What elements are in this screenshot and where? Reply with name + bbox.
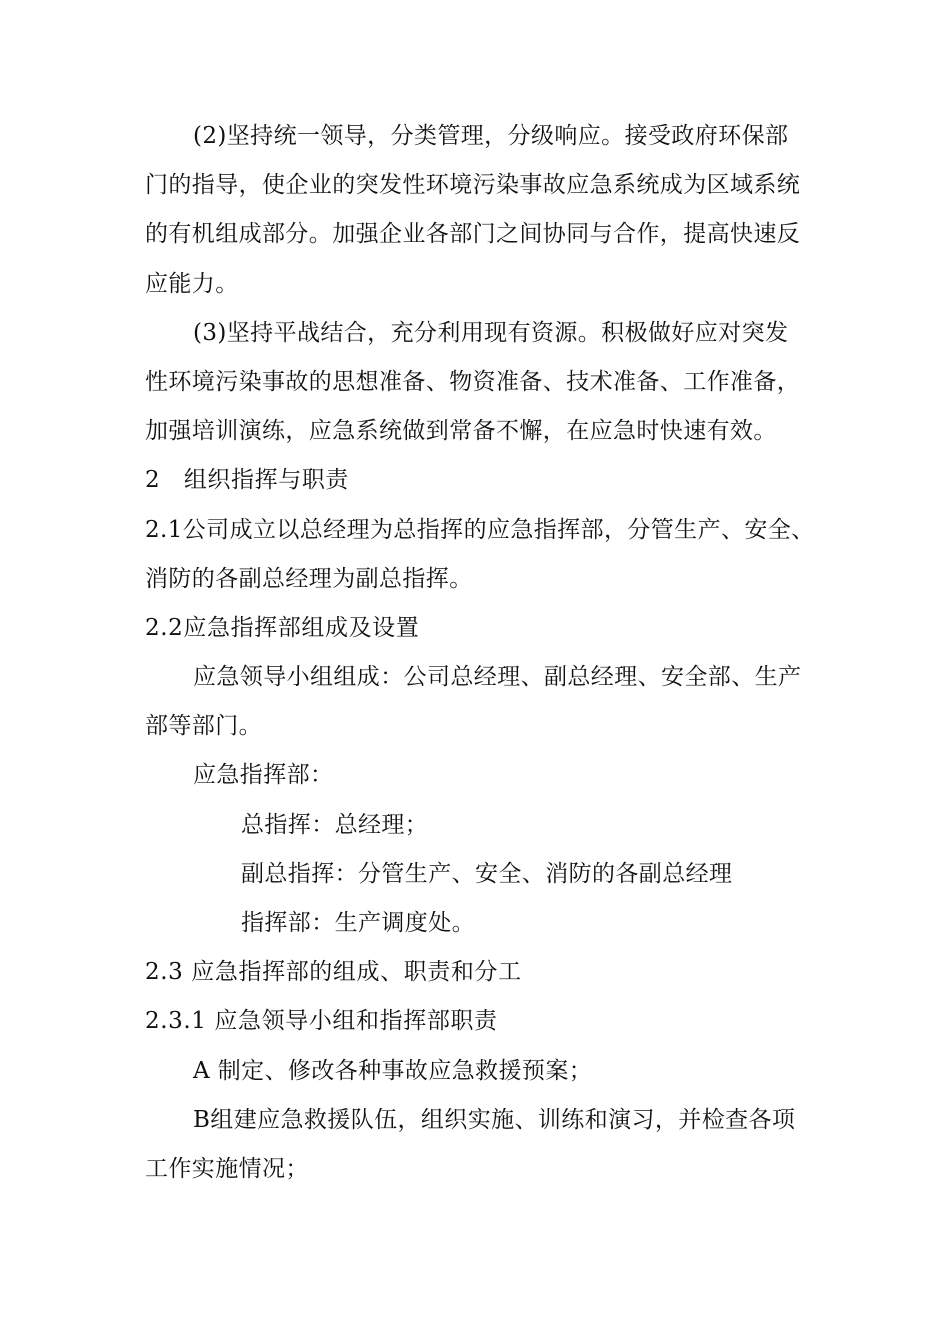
paragraph-line: 应急领导小组组成：公司总经理、副总经理、安全部、生产 [193, 664, 802, 691]
paragraph-line: (3)坚持平战结合，充分利用现有资源。积极做好应对突发 [193, 319, 789, 346]
paragraph-line: 门的指导，使企业的突发性环境污染事故应急系统成为区域系统 [145, 172, 801, 199]
paragraph-line: 工作实施情况； [145, 1155, 309, 1182]
paragraph-line: 部等部门。 [145, 713, 262, 740]
list-item: A 制定、修改各种事故应急救援预案； [193, 1057, 593, 1084]
subsection-heading: 2.3 应急指挥部的组成、职责和分工 [145, 959, 522, 986]
list-item: B组建应急救援队伍，组织实施、训练和演习，并检查各项 [193, 1106, 796, 1133]
list-item: 副总指挥：分管生产、安全、消防的各副总经理 [241, 860, 733, 887]
paragraph-line: 2.1公司成立以总经理为总指挥的应急指挥部，分管生产、安全、 [145, 516, 815, 543]
paragraph-line: 的有机组成部分。加强企业各部门之间协同与合作，提高快速反 [145, 221, 801, 248]
subsection-heading: 2.3.1 应急领导小组和指挥部职责 [145, 1008, 498, 1035]
list-item: 指挥部：生产调度处。 [241, 910, 475, 936]
document-body [145, 112, 815, 1194]
list-item: 总指挥：总经理； [241, 811, 429, 838]
paragraph-line: 消防的各副总经理为副总指挥。 [145, 565, 473, 592]
paragraph-line: 性环境污染事故的思想准备、物资准备、技术准备、工作准备， [145, 368, 801, 395]
section-heading: 2 组织指挥与职责 [145, 467, 350, 494]
paragraph-line: 应急指挥部： [193, 762, 334, 789]
subsection-heading: 2.2应急指挥部组成及设置 [145, 614, 420, 641]
paragraph-line: (2)坚持统一领导，分类管理，分级响应。接受政府环保部 [193, 123, 789, 149]
paragraph-line: 应能力。 [145, 270, 239, 297]
paragraph-line: 加强培训演练，应急系统做到常备不懈，在应急时快速有效。 [145, 418, 777, 445]
